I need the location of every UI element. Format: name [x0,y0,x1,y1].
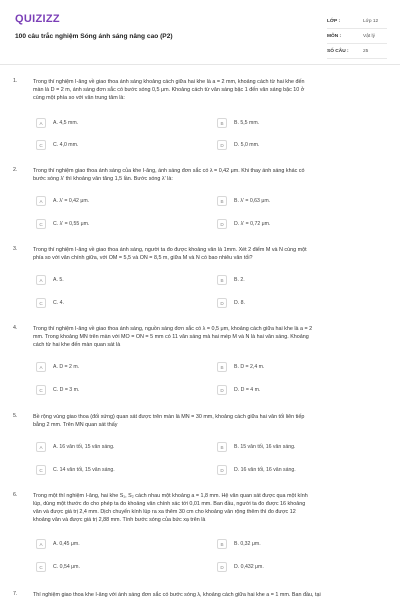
option-letter-box: C [36,298,46,308]
question-number: 3. [13,246,18,252]
answer-option-d[interactable] [214,463,381,477]
option-text: B. D = 2,4 m. [234,364,265,370]
question-text: Trong thí nghiệm I-âng về giao thoa ánh sáng, người ta đo được khoảng vân là 1mm. Xét 2 điểm M và N cùng một phía so với vân chính giữa, với OM = 5,5 và ON = 8,5 m, giữa M và N có bao nhiêu vân tối? [33,247,307,261]
option-text: C. 4. [53,300,64,306]
answer-option-a[interactable] [33,116,200,130]
answer-option-c[interactable] [33,560,200,574]
option-text: B. 15 vân tối, 16 vân sáng. [234,444,296,450]
answer-option-a[interactable] [33,194,200,208]
answer-option-b[interactable] [214,273,381,287]
option-letter-box: B [217,539,227,549]
option-text: A. λ' = 0,42 μm. [53,198,90,204]
question-text: Trong một thí nghiệm I-âng, hai khe S₁, S₂ cách nhau một khoảng a = 1,8 mm. Hệ vân quan sát được qua một kính lúp, dùng một thước đo cho phép ta đo khoảng vân chính xác tới 0,01 mm. Ban đầu, người ta đo được 16 khoảng vân và được giá trị 2,4 mm. Dịch chuyển kính lúp ra xa thêm 30 cm cho khoảng vân rộng thêm thì đo được 12 khoảng vân và được giá trị 2,88 mm. Tính bước sóng của bức xạ trên là [33,493,308,523]
option-letter-box: D [217,385,227,395]
option-letter-box: C [36,465,46,475]
answer-option-b[interactable] [214,360,381,374]
option-letter-box: A [36,539,46,549]
answer-option-d[interactable] [214,138,381,152]
answer-option-c[interactable] [33,217,200,231]
meta-value: Lớp 12 [363,18,379,24]
option-text: D. 16 vân tối, 16 vân sáng. [234,467,296,473]
question-number: 4. [13,325,18,331]
option-letter-box: C [36,562,46,572]
option-letter-box: D [217,219,227,229]
option-text: B. λ' = 0,63 μm. [234,198,271,204]
option-text: D. 0,432 μm. [234,564,264,570]
question-number: 5. [13,413,18,419]
option-text: D. 8. [234,300,245,306]
option-letter-box: A [36,196,46,206]
option-letter-box: C [36,385,46,395]
meta-row-count [327,44,387,59]
answer-option-b[interactable] [214,537,381,551]
page-title: 100 câu trắc nghiệm Sóng ánh sáng nâng cao (P2) [15,33,173,40]
option-text: A. D = 2 m. [53,364,80,370]
meta-value: Vật lý [363,33,375,39]
answer-option-d[interactable] [214,560,381,574]
option-letter-box: B [217,442,227,452]
option-letter-box: A [36,118,46,128]
option-text: B. 5,5 mm. [234,120,260,126]
option-letter-box: D [217,562,227,572]
option-text: C. λ' = 0,55 μm. [53,221,90,227]
answer-option-d[interactable] [214,296,381,310]
option-text: D. D = 4 m. [234,387,261,393]
answer-option-d[interactable] [214,217,381,231]
meta-label: SỐ CÂU : [327,48,349,54]
answer-option-a[interactable] [33,440,200,454]
option-text: C. 0,54 μm. [53,564,80,570]
option-text: A. 4,5 mm. [53,120,79,126]
answer-option-a[interactable] [33,273,200,287]
answer-option-a[interactable] [33,360,200,374]
answer-option-d[interactable] [214,383,381,397]
meta-row-class [327,14,387,29]
question-text: Trong thí nghiệm giao thoa ánh sáng của khe I-âng, ánh sáng đơn sắc có λ = 0,42 μm. Khi thay ánh sáng khác có bước sóng λ' thì khoảng vân tăng 1,5 lần. Bước sóng λ' là: [33,168,305,182]
question-number: 1. [13,78,18,84]
answer-option-a[interactable] [33,537,200,551]
option-text: C. 4,0 mm. [53,142,79,148]
meta-value: 25 [363,48,369,54]
answer-option-b[interactable] [214,194,381,208]
question-text: Trong thí nghiệm I-âng về giao thoa ánh sáng khoảng cách giữa hai khe là a = 2 mm, khoảng cách từ hai khe đến màn là D = 2 m, ánh sáng đơn sắc có bước sóng 0,5 μm. Khoảng cách từ vân sáng bậc 1 đến vân sáng bậc 10 ở cùng một phía so với vân trung tâm là: [33,79,305,101]
option-letter-box: B [217,196,227,206]
meta-label: MÔN : [327,33,342,39]
meta-row-subject [327,29,387,44]
question-text: Trong thí nghiệm I-âng về giao thoa ánh sáng, nguồn sáng đơn sắc có λ = 0,5 μm, khoảng cách giữa hai khe là a = 2 mm. Trong khoảng MN trên màn với MO = ON = 5 mm có 11 vân sáng mà hai mép M và N là hai vân sáng. Khoảng cách từ hai khe đến màn quan sát là [33,326,313,348]
worksheet-header [0,0,400,65]
answer-option-c[interactable] [33,138,200,152]
question-number: 6. [13,492,18,498]
question-text: Bề rộng vùng giao thoa (đối xứng) quan sát được trên màn là MN = 30 mm, khoảng cách giữa hai vân tối liên tiếp bằng 2 mm. Trên MN quan sát thấy [33,414,305,428]
option-letter-box: C [36,140,46,150]
option-text: A. 0,45 μm. [53,541,80,547]
option-letter-box: A [36,362,46,372]
meta-info [327,14,387,59]
option-letter-box: D [217,140,227,150]
option-text: B. 0,32 μm. [234,541,261,547]
answer-option-b[interactable] [214,440,381,454]
option-letter-box: C [36,219,46,229]
question-number: 7. [13,591,18,597]
answer-option-c[interactable] [33,383,200,397]
meta-label: LỚP : [327,18,341,24]
option-text: C. D = 3 m. [53,387,80,393]
option-letter-box: A [36,442,46,452]
option-text: A. 16 vân tối, 15 vân sáng. [53,444,115,450]
option-text: D. 5,0 mm. [234,142,260,148]
option-text: D. λ' = 0,72 μm. [234,221,271,227]
option-letter-box: B [217,275,227,285]
option-text: B. 2. [234,277,245,283]
option-letter-box: B [217,362,227,372]
option-text: A. 5. [53,277,64,283]
question-text: Thí nghiệm giao thoa khe I-âng với ánh sáng đơn sắc có bước sóng λ, khoảng cách giữa hai khe a = 1 mm. Ban đầu, tại [33,592,321,598]
option-letter-box: D [217,465,227,475]
question-number: 2. [13,167,18,173]
answer-option-b[interactable] [214,116,381,130]
option-letter-box: B [217,118,227,128]
option-letter-box: A [36,275,46,285]
option-letter-box: D [217,298,227,308]
answer-option-c[interactable] [33,296,200,310]
quizizz-logo: QUIZIZZ [15,13,60,25]
option-text: C. 14 vân tối, 15 vân sáng. [53,467,115,473]
answer-option-c[interactable] [33,463,200,477]
